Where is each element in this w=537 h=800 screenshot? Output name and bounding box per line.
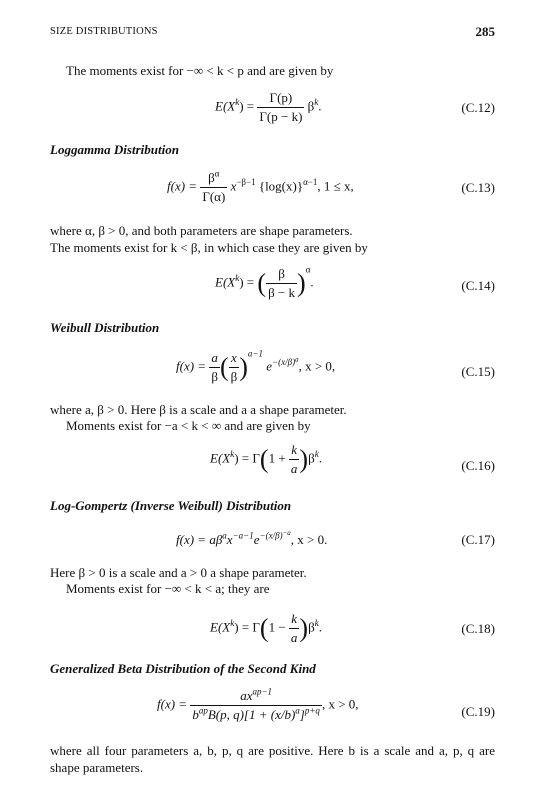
- c18-one: 1 −: [268, 619, 286, 635]
- c19-condition: , x > 0,: [321, 696, 359, 712]
- c13-body-sup: −β−1: [236, 177, 256, 188]
- c18-tail: β: [308, 619, 315, 635]
- c17-s2: −a−1: [232, 530, 254, 541]
- equation-c18: [210, 611, 322, 646]
- c17-expr: f(x) = aβ: [176, 532, 223, 547]
- c18-denominator: a: [290, 630, 298, 645]
- c16-left-paren: (: [259, 444, 269, 474]
- c19-fraction: [190, 688, 322, 723]
- c12-end: .: [318, 98, 322, 114]
- loggompertz-moments-text: Moments exist for −∞ < k < a; they are: [66, 581, 270, 596]
- c19-den-rest: B(p, q)[1 + (x/b): [207, 707, 296, 722]
- c13-rest: {log(x)}: [258, 178, 304, 194]
- gb2-where-text: where all four parameters a, b, p, q are positive. Here b is a scale and a, p, q are shape parameters.: [50, 743, 495, 775]
- eq-number-c12: (C.12): [461, 100, 495, 115]
- c17-e: e: [253, 532, 260, 547]
- c12-tail-sup: k: [314, 97, 319, 108]
- section-heading-weibull: Weibull Distribution: [50, 320, 160, 335]
- c14-numerator: β: [266, 266, 297, 284]
- c13-numerator-sup: α: [214, 168, 220, 179]
- c14-lhs-close: ) =: [239, 274, 255, 290]
- c13-condition: , 1 ≤ x,: [317, 178, 354, 194]
- c18-numerator: k: [289, 611, 300, 629]
- c15-fraction-2: [229, 350, 240, 385]
- loggamma-where-text: where α, β > 0, and both parameters are shape parameters.: [50, 223, 353, 238]
- c16-numerator: k: [289, 442, 300, 460]
- c14-denominator: β − k: [268, 285, 296, 300]
- loggamma-moments-text: The moments exist for k < β, in which case they are given by: [50, 240, 368, 255]
- c19-den-b: b: [192, 707, 199, 722]
- c15-fraction-1: [209, 350, 220, 385]
- c16-one: 1 +: [268, 450, 286, 466]
- loggompertz-where-text: Here β > 0 is a scale and a > 0 a shape parameter.: [50, 565, 307, 580]
- c14-right-paren: ): [297, 268, 306, 298]
- c15-e: e: [266, 358, 273, 374]
- c13-lhs: f(x) =: [167, 178, 198, 194]
- c19-numerator: ax: [240, 688, 253, 703]
- c15-sup: a−1: [247, 348, 263, 359]
- c16-tail-sup: k: [314, 449, 319, 460]
- c15-n2: x: [229, 350, 240, 368]
- eq-number-c18: (C.18): [461, 621, 495, 636]
- equation-c19: [157, 688, 359, 723]
- c17-x: x: [226, 532, 233, 547]
- c18-right-paren: ): [299, 613, 309, 643]
- c14-fraction: [266, 266, 297, 301]
- c16-lhs: E(X: [210, 450, 231, 466]
- c15-right-paren: ): [239, 352, 248, 382]
- section-heading-loggamma: Loggamma Distribution: [50, 142, 179, 157]
- c16-denominator: a: [290, 461, 298, 476]
- c17-s3: −(x/β): [259, 530, 283, 541]
- c15-left-paren: (: [219, 352, 229, 382]
- equation-c17: [176, 529, 328, 548]
- c17-s4: −a: [282, 529, 291, 537]
- c14-lhs-sup: k: [235, 273, 240, 284]
- c14-left-paren: (: [257, 268, 267, 298]
- c15-n1: a: [209, 350, 220, 368]
- eq-number-c15: (C.15): [461, 364, 495, 379]
- equation-c15: [176, 350, 335, 385]
- c15-d2: β: [230, 369, 238, 384]
- c12-lhs-sup: k: [235, 97, 240, 108]
- c15-condition: , x > 0,: [298, 358, 336, 374]
- c14-lhs: E(X: [215, 274, 236, 290]
- c16-lhs-sup: k: [230, 449, 235, 460]
- c19-numerator-sup: ap−1: [252, 686, 273, 697]
- equation-c13: [167, 170, 354, 205]
- eq-number-c14: (C.14): [461, 278, 495, 293]
- c19-lhs: f(x) =: [157, 696, 188, 712]
- c12-fraction: [257, 90, 304, 125]
- c18-left-paren: (: [259, 613, 269, 643]
- c13-numerator: β: [208, 170, 215, 185]
- c18-lhs: E(X: [210, 619, 231, 635]
- c13-denominator: Γ(α): [202, 189, 226, 204]
- running-head: SIZE DISTRIBUTIONS: [50, 26, 158, 37]
- c18-lhs-sup: k: [230, 618, 235, 629]
- c18-fraction: [289, 611, 300, 646]
- weibull-where-text: where a, β > 0. Here β is a scale and a a shape parameter.: [50, 402, 347, 417]
- c12-lhs-close: ) =: [239, 98, 255, 114]
- c14-sup: α: [305, 264, 311, 275]
- c17-condition: , x > 0.: [290, 532, 328, 547]
- section-heading-gb2: Generalized Beta Distribution of the Second Kind: [50, 661, 316, 676]
- eq-number-c13: (C.13): [461, 180, 495, 195]
- equation-c14: [215, 266, 314, 301]
- c13-body: x: [230, 178, 237, 194]
- c15-e-sup: −(x/β): [272, 357, 296, 368]
- eq-number-c19: (C.19): [461, 704, 495, 719]
- section-heading-loggompertz: Log-Gompertz (Inverse Weibull) Distribution: [50, 498, 292, 513]
- c15-lhs: f(x) =: [176, 358, 207, 374]
- c15-e-sup2: a: [295, 355, 299, 364]
- c16-tail: β: [308, 450, 315, 466]
- c15-d1: β: [211, 369, 218, 384]
- c12-tail: β: [307, 98, 315, 114]
- c16-lhs-close: ) = Γ: [234, 450, 260, 466]
- c16-right-paren: ): [299, 444, 309, 474]
- c19-den-sup: a: [295, 705, 300, 716]
- c12-lhs: E(X: [215, 98, 236, 114]
- c19-den-close-sup: p+q: [304, 705, 320, 716]
- page-number: 285: [475, 24, 495, 39]
- c16-fraction: [289, 442, 300, 477]
- c14-end: .: [310, 274, 314, 290]
- c19-den-close: ]: [299, 707, 305, 722]
- equation-c12: [215, 90, 322, 125]
- c18-tail-sup: k: [314, 618, 319, 629]
- c18-lhs-close: ) = Γ: [234, 619, 260, 635]
- moments-intro-text: The moments exist for −∞ < k < p and are given by: [66, 63, 334, 78]
- c16-end: .: [318, 450, 322, 466]
- c13-fraction: [200, 170, 227, 205]
- eq-number-c17: (C.17): [461, 532, 495, 547]
- equation-c16: [210, 442, 322, 477]
- eq-number-c16: (C.16): [461, 458, 495, 473]
- c19-den-b-sup: ap: [198, 705, 208, 716]
- c18-end: .: [318, 619, 322, 635]
- c17-s1: a: [222, 530, 227, 541]
- weibull-moments-text: Moments exist for −a < k < ∞ and are given by: [66, 418, 311, 433]
- c12-numerator: Γ(p): [257, 90, 304, 108]
- c12-denominator: Γ(p − k): [259, 109, 303, 124]
- c13-rest-sup: α−1: [303, 177, 318, 188]
